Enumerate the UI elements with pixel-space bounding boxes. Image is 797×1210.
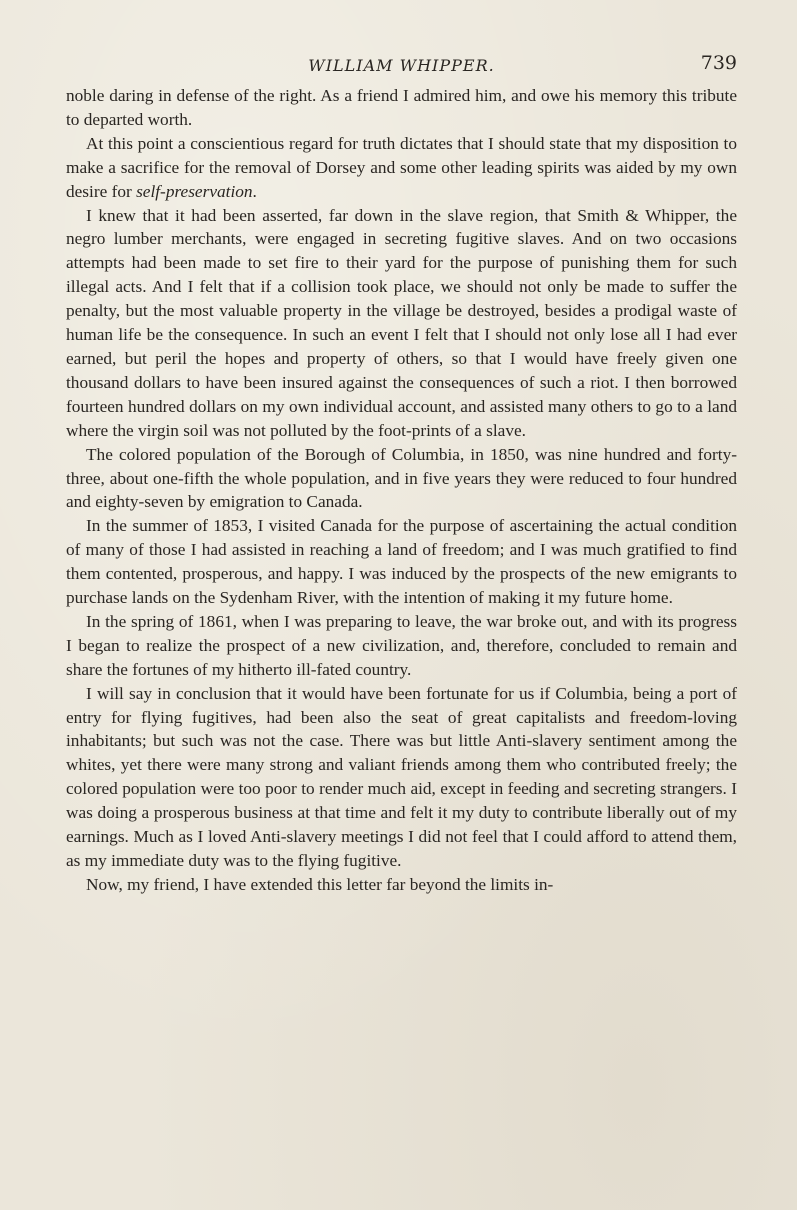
page-header [66,50,737,84]
paragraph-8: Now, my friend, I have extended this letter far beyond the limits in- [86,874,554,894]
paragraph-1: noble daring in defense of the right. As a friend I admired him, and owe his memory this tribute to departed worth. [66,86,737,129]
paragraph-6: In the spring of 1861, when I was preparing to leave, the war broke out, and with its progress I began to realize the prospect of a new civilization, and, therefore, concluded to remain and share the fortunes of my hitherto ill-fated country. [66,611,737,679]
paragraph-5: In the summer of 1853, I visited Canada for the purpose of ascertaining the actual condition of many of those I had assisted in reaching a land of freedom; and I was much gratified to find them contented, prosperous, and happy. I was induced by the prospects of the new emigrants to purchase lands on the Sydenham River, with the intention of making it my future home. [66,516,737,608]
paragraph-2-text: At this point a conscientious regard for truth dictates that I should state that my disposition to make a sacrifice for the removal of Dorsey and some other leading spirits was aided by my own desire for [66,133,737,201]
paragraph-3: I knew that it had been asserted, far down in the slave region, that Smith & Whipper, the negro lumber merchants, were engaged in secreting fugitive slaves. And on two occasions attempts had been made to set fire to their yard for the purpose of punishing them for such illegal acts. And I felt that if a collision took place, we should not only be made to suffer the penalty, but the most valuable property in the village be destroyed, besides a prodigal waste of human life be the consequence. In such an event I felt that I should not only lose all I had ever earned, but peril the hopes and property of others, so that I would have freely given one thousand dollars to have been insured against the consequences of such a riot. I then borrowed fourteen hundred dollars on my own individual account, and assisted many others to go to a land where the virgin soil was not polluted by the foot-prints of a slave. [66,205,737,440]
paragraph-7: I will say in conclusion that it would have been fortunate for us if Columbia, being a port of entry for flying fugitives, had been also the seat of great capitalists and freedom-loving inhabitants; but such was not the case. There was but little Anti-slavery sentiment among the whites, yet there were many strong and valiant friends among them who contributed freely; the colored population were too poor to render much aid, except in feeding and secreting strangers. I was doing a prosperous business at that time and felt it my duty to contribute liberally out of my earnings. Much as I loved Anti-slavery meetings I did not feel that I could afford to attend them, as my immediate duty was to the flying fugitive. [66,683,737,870]
paragraph-2-emphasis: self-preservation [136,181,253,201]
body-text [66,84,737,897]
paragraph-2 [66,132,737,204]
paragraph-2-end: . [252,181,257,201]
page-number: 739 [700,52,737,74]
paragraph-4: The colored population of the Borough of Columbia, in 1850, was nine hundred and forty-three, about one-fifth the whole population, and in five years they were reduced to four hundred and eighty-seven by emigration to Canada. [66,444,737,512]
running-title: WILLIAM WHIPPER. [308,56,495,75]
